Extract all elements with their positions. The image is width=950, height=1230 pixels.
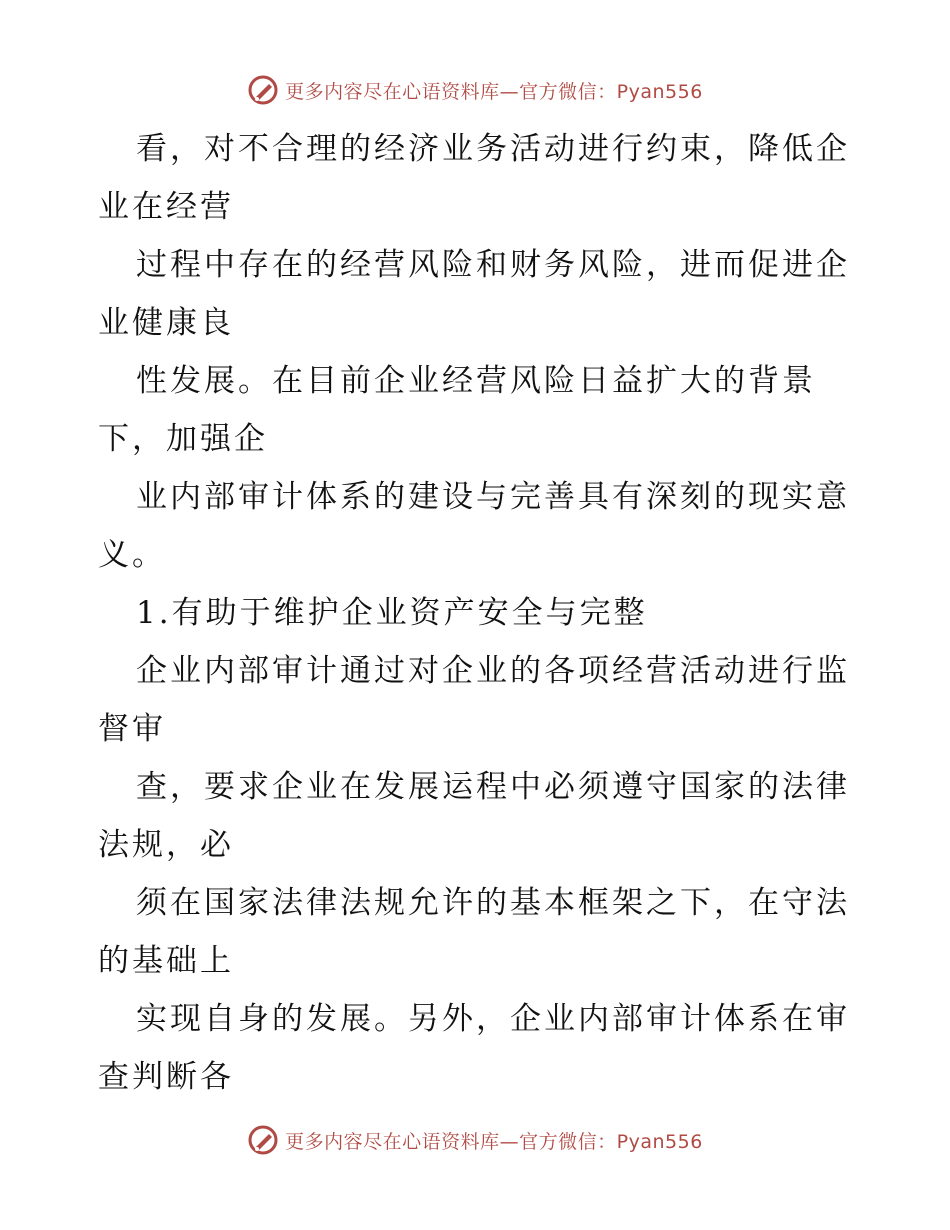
text-line: 业在经营 bbox=[98, 189, 234, 225]
text-line: 过程中存在的经营风险和财务风险，进而促进企 bbox=[136, 247, 850, 283]
text-line: 查，要求企业在发展运程中必须遵守国家的法律 bbox=[136, 769, 850, 805]
text-line: 法规，必 bbox=[98, 827, 234, 863]
text-line: 义。 bbox=[98, 537, 166, 573]
header-banner-text: 更多内容尽在心语资料库—官方微信：Pyan556 bbox=[285, 80, 703, 103]
text-line: 须在国家法律法规允许的基本框架之下，在守法 bbox=[136, 885, 850, 921]
text-line: 实现自身的发展。另外，企业内部审计体系在审 bbox=[136, 1001, 850, 1037]
document-body bbox=[98, 120, 858, 1106]
text-line: 企业内部审计通过对企业的各项经营活动进行监 bbox=[136, 653, 850, 689]
text-line: 性发展。在目前企业经营风险日益扩大的背景 bbox=[136, 363, 816, 399]
text-line: 查判断各 bbox=[98, 1059, 234, 1095]
pen-logo-icon bbox=[247, 1124, 279, 1156]
text-line: 督审 bbox=[98, 711, 166, 747]
header-banner bbox=[0, 70, 950, 110]
section-heading: 1.有助于维护企业资产安全与完整 bbox=[136, 595, 648, 631]
text-line: 业健康良 bbox=[98, 305, 234, 341]
text-line: 业内部审计体系的建设与完善具有深刻的现实意 bbox=[136, 479, 850, 515]
text-line: 下，加强企 bbox=[98, 421, 268, 457]
footer-banner bbox=[0, 1120, 950, 1160]
footer-banner-text: 更多内容尽在心语资料库—官方微信：Pyan556 bbox=[285, 1130, 703, 1153]
text-line: 看，对不合理的经济业务活动进行约束，降低企 bbox=[136, 131, 850, 167]
text-line: 的基础上 bbox=[98, 943, 234, 979]
pen-logo-icon bbox=[247, 74, 279, 106]
